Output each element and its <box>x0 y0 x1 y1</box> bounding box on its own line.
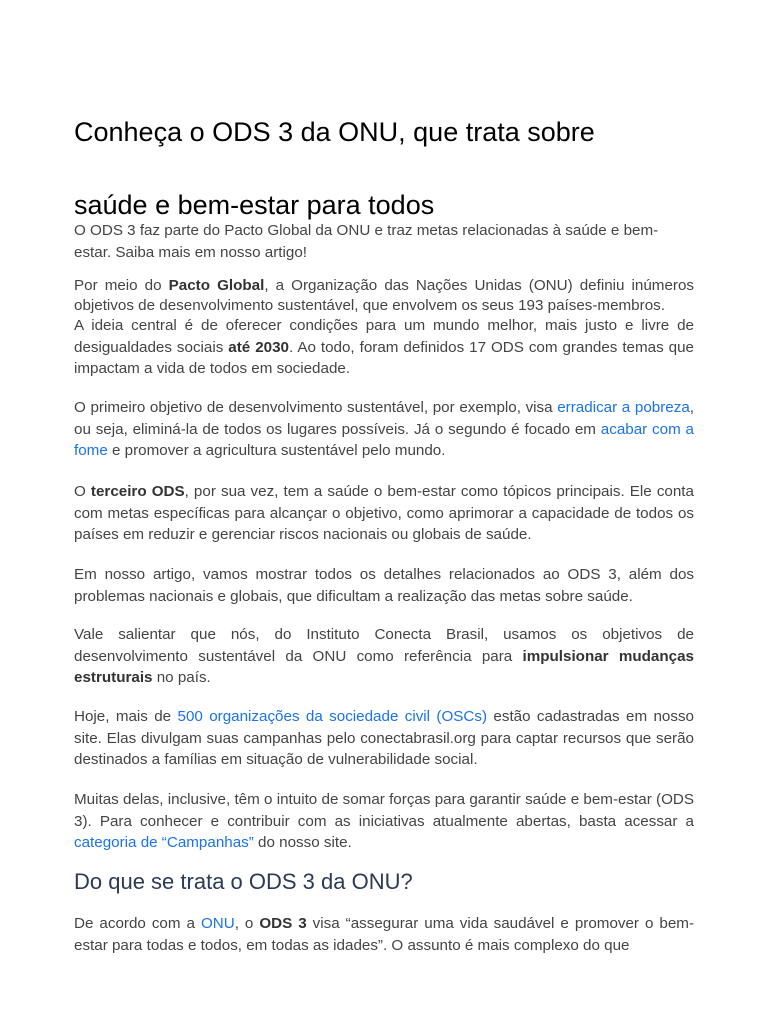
link-500-organizacoes[interactable]: 500 organizações da sociedade civil (OSCs) <box>177 708 488 725</box>
bold-ods-3: ODS 3 <box>259 915 307 932</box>
paragraph-ideia-central: A ideia central é de oferecer condições para um mundo melhor, mais justo e livre de desigualdades sociais até 2030. Ao todo, foram definidos 17 ODS com grandes temas que impactam a vida de todos em sociedade. <box>74 317 694 377</box>
bold-terceiro-ods: terceiro ODS <box>90 483 185 500</box>
bold-ate-2030: até 2030 <box>228 338 289 356</box>
bold-impulsionar-mudancas: impulsionar mudanças estruturais <box>74 647 694 686</box>
link-categoria-campanhas[interactable]: categoria de “Campanhas” <box>74 834 254 851</box>
bold-pacto-global: Pacto Global <box>168 277 265 294</box>
paragraph-pacto-global: Por meio do Pacto Global, a Organização das Nações Unidas (ONU) definiu inúmeros objetivos de desenvolvimento sustentável, que envolvem os seus 193 países-membros. <box>74 277 694 314</box>
paragraph-nosso-artigo: Em nosso artigo, vamos mostrar todos os detalhes relacionados ao ODS 3, além dos problemas nacionais e globais, que dificultam a realização das metas sobre saúde. <box>74 566 694 605</box>
link-erradicar-pobreza[interactable]: erradicar a pobreza <box>557 399 690 416</box>
link-acabar-com-a-fome[interactable]: acabar com a fome <box>74 420 694 459</box>
paragraph-instituto: Vale salientar que nós, do Instituto Conecta Brasil, usamos os objetivos de desenvolvimento sustentável da ONU como referência para impulsionar mudanças estruturais no país. <box>74 626 694 686</box>
title-line-2: saúde e bem-estar para todos <box>74 190 435 220</box>
section-heading: Do que se trata o ODS 3 da ONU? <box>74 869 413 894</box>
paragraph-terceiro-ods: O terceiro ODS, por sua vez, tem a saúde o bem-estar como tópicos principais. Ele conta com metas específicas para alcançar o objetivo, como aprimorar a capacidade de todos os países em reduzir e gerenciar riscos nacionais ou globais de saúde. <box>74 483 694 543</box>
paragraph-campanhas: Muitas delas, inclusive, têm o intuito de somar forças para garantir saúde e bem-estar (ODS 3). Para conhecer e contribuir com as iniciativas atualmente abertas, basta acessar a categoria de “Campanhas” do nosso site. <box>74 791 694 851</box>
link-onu[interactable]: ONU <box>200 915 235 932</box>
paragraph-de-acordo-onu: De acordo com a ONU, o ODS 3 visa “assegurar uma vida saudável e promover o bem-estar para todas e todos, em todas as idades”. O assunto é mais complexo do que <box>74 915 695 954</box>
paragraph-oscs: Hoje, mais de 500 organizações da sociedade civil (OSCs) estão cadastradas em nosso site. Elas divulgam suas campanhas pelo conectabrasil.org para captar recursos que serão destinados a famílias em situação de vulnerabilidade social. <box>74 708 694 768</box>
paragraph-primeiro-objetivo: O primeiro objetivo de desenvolvimento sustentável, por exemplo, visa erradicar a pobreza, ou seja, eliminá-la de todos os lugares possíveis. Já o segundo é focado em acabar com a fome e promover a agricultura sustentável pelo mundo. <box>74 399 694 459</box>
intro-paragraph: O ODS 3 faz parte do Pacto Global da ONU e traz metas relacionadas à saúde e bem-estar. Saiba mais em nosso artigo! <box>74 222 659 261</box>
title-line-1: Conheça o ODS 3 da ONU, que trata sobre <box>74 117 595 147</box>
